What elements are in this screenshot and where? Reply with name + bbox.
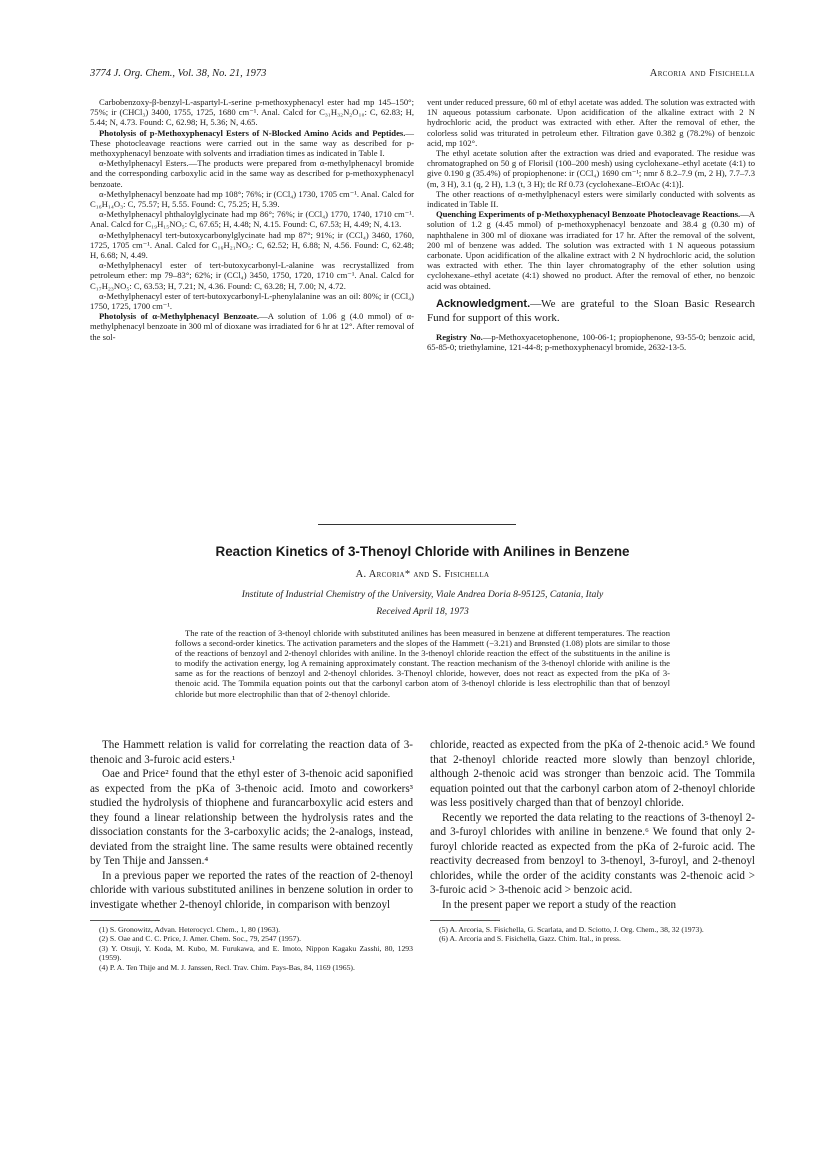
article-title: Reaction Kinetics of 3-Thenoyl Chloride with Anilines in Benzene	[215, 544, 630, 559]
acknowledgment-text: —We are grateful to the Sloan Basic Research Fund for support of this work.	[427, 297, 755, 325]
paragraph: The other reactions of α-methylphenacyl esters were similarly conducted with solvents as indicated in Table II.	[427, 188, 755, 210]
registry-numbers	[427, 332, 755, 352]
running-authors: Arcoria and Fisichella	[649, 68, 755, 79]
footnote: (2) S. Oae and C. C. Price, J. Amer. Chem. Soc., 79, 2547 (1957).	[99, 934, 301, 944]
acknowledgment-heading: Acknowledgment.	[436, 297, 531, 310]
footnote: (3) Y. Otsuji, Y. Koda, M. Kubo, M. Furukawa, and E. Imoto, Nippon Kagaku Zasshi, 80, 1293 (1959).	[99, 943, 413, 963]
received-date: Received April 18, 1973	[376, 606, 469, 617]
paragraph-text: —A solution of 1.2 g (4.45 mmol) of p-methoxyphenacyl benzoate and 38.4 g (0.30 m) of naphthalene in 300 ml of dioxane was irradiated for 17 hr. After the removal of the solvent, 200 ml of benzene was added. The solution was extracted with 1 N aqueous potassium carbonate. Upon acidification of the alkaline extract with 2 N hydrochloric acid, the solution was extracted with ether. The thin layer chromatography of the ether solution using cyclohexane–ethyl acetate (4:1) showed no product. After the removal of ether, no benzoic acid was obtained.	[427, 209, 755, 291]
paragraph: α-Methylphenacyl phthaloylglycinate had mp 86°; 76%; ir (CCl₄) 1770, 1740, 1710 cm⁻¹. Anal. Calcd for C₁₉H₁₅NO₅: C, 67.65; H, 4.48; N, 4.15. Found: C, 67.53; H, 4.49; N, 4.13.	[90, 209, 414, 230]
paragraph: vent under reduced pressure, 60 ml of ethyl acetate was added. The solution was extracted with 1N aqueous potassium carbonate. Upon acidification of the alkaline extract with 2 N hydrochloric acid, the product was extracted with ether. After the removal of ether, the colorless solid was triturated in petroleum ether. Filtration gave 0.382 g (78.2%) of benzoic acid, mp 102°.	[427, 97, 755, 148]
paragraph: In a previous paper we reported the rates of the reaction of 2-thenoyl chloride with various substituted anilines in benzene solution in order to investigate whether 2-thenoyl chloride, in comparison with benzoyl	[90, 869, 413, 911]
registry-heading: Registry No.	[436, 331, 483, 342]
acknowledgment	[427, 297, 755, 326]
abstract: The rate of the reaction of 3-thenoyl chloride with substituted anilines has been measured in benzene at different temperatures. The reaction follows a second-order kinetics. The activation parameters and the slopes of the Hammett (−3.21) and Brønsted (1.08) plots are similar to those of the reactions of benzoyl and 2-thenoyl chlorides with aniline. In the 3-thenoyl chloride reaction the effect of the substituents in the aniline is to modify the activation energy, log A remaining approximately constant. The reaction mechanism of the 3-thenoyl chloride with aniline is the same as for the reactions of benzoyl and 2-thenoyl chlorides. 3-Thenoyl chloride, however, does not react as expected from the pKa of 3-thenoic acid. The Tommila equation points out that the carbonyl carbon atom of 3-thenoyl chloride is less electrophilic than that of benzoyl chloride but more electrophilic than that of 2-thenoyl chloride.	[175, 628, 670, 699]
paragraph: Recently we reported the data relating to the reactions of 3-thenoyl 2- and 3-furoyl chlorides with aniline in benzene.⁶ We found that only 2-furoyl chloride reacted as expected from the pKa of 2-furoic acid. The reactivity decreased from benzoyl to 3-thenoyl, 3-furoyl, and 2-thenoyl chlorides, while the order of the acidity constants was 2-thenoic acid > 3-furoic acid > 3-thenoic acid > benzoic acid.	[430, 811, 755, 896]
paragraph	[90, 311, 414, 342]
paragraph: α-Methylphenacyl tert-butoxycarbonylglycinate had mp 87°; 91%; ir (CCl₄) 3460, 1760, 1725, 1705 cm⁻¹. Anal. Calcd for C₁₆H₂₁NO₅: C, 62.52; H, 6.88; N, 4.56. Found: C, 62.48; H, 6.68; N, 4.49.	[90, 229, 414, 261]
page-header	[90, 68, 755, 82]
footnote: (1) S. Gronowitz, Advan. Heterocycl. Chem., 1, 80 (1963).	[99, 925, 281, 934]
paragraph: α-Methylphenacyl ester of tert-butoxycarbonyl-L-phenylalanine was an oil: 80%; ir (CCl₄) 1750, 1725, 1700 cm⁻¹.	[90, 290, 414, 312]
section-heading: Photolysis of p-Methoxyphenacyl Esters of N-Blocked Amino Acids and Peptides.	[99, 127, 406, 138]
body-right-column	[430, 738, 755, 944]
paragraph: α-Methylphenacyl benzoate had mp 108°; 76%; ir (CCl₄) 1730, 1705 cm⁻¹. Anal. Calcd for C₁₆H₁₄O₃: C, 75.57; H, 5.55. Found: C, 75.25; H, 5.39.	[90, 188, 414, 210]
paragraph: The Hammett relation is valid for correlating the reaction data of 3-thenoic and 3-furoic acid esters.¹	[90, 739, 413, 766]
footnote: (4) P. A. Ten Thije and M. J. Janssen, Recl. Trav. Chim. Pays-Bas, 84, 1169 (1965).	[99, 962, 355, 972]
footnote-rule	[430, 920, 500, 921]
top-right-column	[427, 97, 755, 352]
paragraph: Carbobenzoxy-β-benzyl-L-aspartyl-L-serine p-methoxyphenacyl ester had mp 145–150°; 75%; ir (CHCl₃) 3400, 1755, 1725, 1680 cm⁻¹. Anal. Calcd for C₃₁H₃₂N₂O₁₀: C, 62.83; H, 5.44; N, 4.73. Found: C, 62.98; H, 5.36; N, 4.65.	[90, 97, 414, 128]
registry-text: —p-Methoxyacetophenone, 100-06-1; propiophenone, 93-55-0; benzoic acid, 65-85-0; triethylamine, 121-44-8; p-methoxyphenacyl bromide, 2632-13-5.	[427, 331, 755, 353]
paragraph: In the present paper we report a study of the reaction	[442, 898, 677, 911]
footnote: (6) A. Arcoria and S. Fisichella, Gazz. Chim. Ital., in press.	[439, 934, 621, 944]
footnote: (5) A. Arcoria, S. Fisichella, G. Scarlata, and D. Sciotto, J. Org. Chem., 38, 32 (1973).	[439, 925, 704, 934]
journal-citation: 3774 J. Org. Chem., Vol. 38, No. 21, 1973	[90, 68, 267, 79]
paragraph: α-Methylphenacyl ester of tert-butoxycarbonyl-L-alanine was recrystallized from petroleum ether: mp 79–83°; 62%; ir (CCl₄) 3450, 1750, 1720, 1710 cm⁻¹. Anal. Calcd for C₁₇H₂₃NO₅: C, 63.53; H, 7.21; N, 4.36. Found: C, 63.28; H, 7.00; N, 4.72.	[90, 260, 414, 291]
article-authors: A. Arcoria* and S. Fisichella	[355, 569, 490, 580]
article-divider	[318, 524, 516, 525]
paragraph	[427, 209, 755, 291]
top-left-column	[90, 97, 414, 342]
paragraph-text: —A solution of 1.06 g (4.0 mmol) of α-methylphenacyl benzoate in 300 ml of dioxane was irradiated for 6 hr at 12°. After removal of the sol-	[90, 311, 415, 342]
footnote-rule	[90, 920, 160, 921]
paragraph	[90, 128, 414, 159]
section-heading: Quenching Experiments of p-Methoxyphenacyl Benzoate Photocleavage Reactions.	[436, 209, 741, 220]
paragraph: chloride, reacted as expected from the pKa of 2-thenoic acid.⁵ We found that 2-thenoyl chloride reacted more slowly than benzoyl chloride, although 2-thenoic acid was stronger than benzoic acid. The Tommila equation pointed out that the carbonyl carbon atom of 2-thenoyl chloride was less positively charged than that of benzoyl chloride.	[430, 739, 755, 809]
author-institution: Institute of Industrial Chemistry of the University, Viale Andrea Doria 8-95125, Catania, Italy	[241, 589, 604, 600]
body-left-column	[90, 738, 413, 972]
paragraph: Oae and Price² found that the ethyl ester of 3-thenoic acid saponified as expected from the pKa of 3-thenoic acid. Imoto and coworkers³ studied the hydrolysis of thiophene and furancarboxylic acid esters and they found a linear relationship between the hydrolysis rates and the dissociation constants for the 3-carboxylic acids; the 2-analogs, instead, deviated from the straight line. The same results were obtained recently by Ten Thije and Janssen.⁴	[90, 768, 413, 867]
section-heading: Photolysis of α-Methylphenacyl Benzoate.	[99, 311, 260, 322]
paragraph-text: —These photocleavage reactions were carried out in the same way as described for p-methoxyphenacyl benzoate with solvents and irradiation times as indicated in Table I.	[90, 127, 414, 159]
paragraph: α-Methylphenacyl Esters.—The products were prepared from α-methylphenacyl bromide and the corresponding carboxylic acid in the same way as described for p-methoxyphenacyl benzoate.	[90, 158, 414, 189]
paragraph: The ethyl acetate solution after the extraction was dried and evaporated. The residue was chromatographed on 50 g of Florisil (100–200 mesh) using cyclohexane–ethyl acetate (4:1) to give 0.190 g (35.4%) of propiophenone: ir (CCl₄) 1690 cm⁻¹; nmr δ 8.2–7.9 (m, 2 H), 7.7–7.3 (m, 3 H), 3.1 (q, 2 H), 1.3 (t, 3 H); tlc Rf 0.73 (cyclohexane–EtOAc (4:1)].	[427, 148, 755, 189]
